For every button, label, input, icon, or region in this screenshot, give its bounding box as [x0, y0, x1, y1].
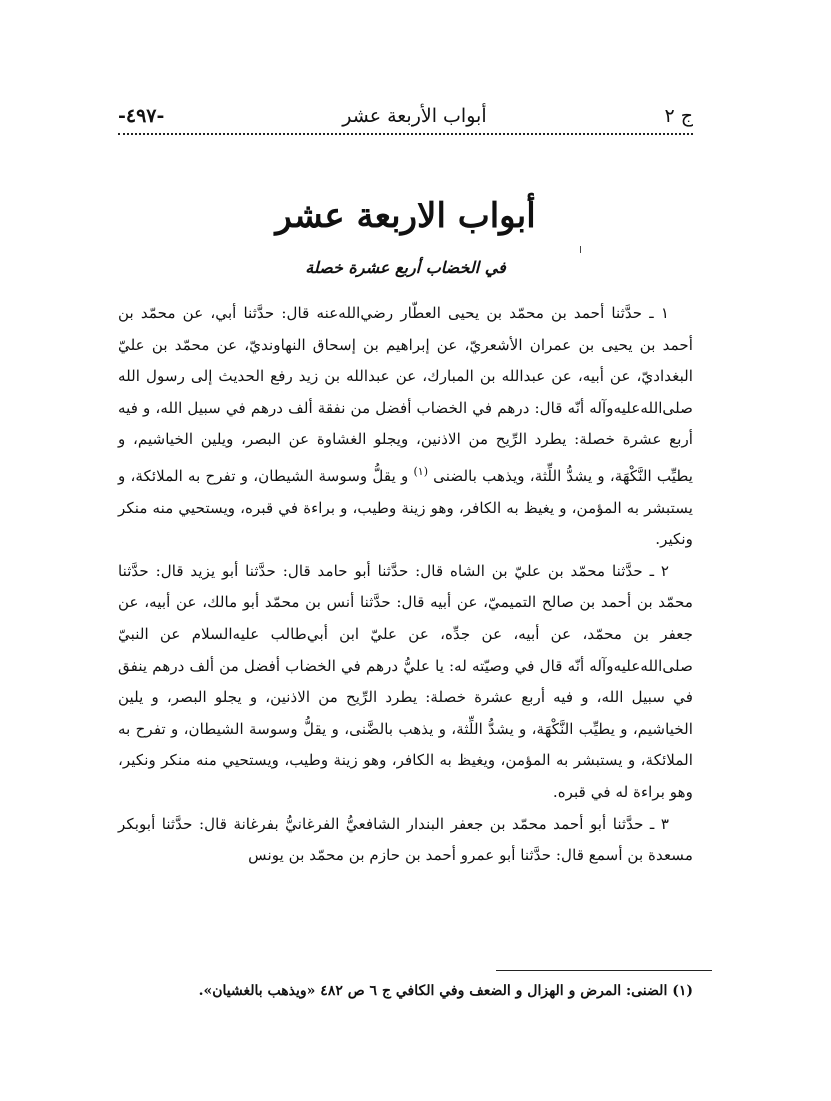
footnote-marker: (١) [413, 464, 428, 478]
print-speck [580, 246, 581, 253]
running-header [118, 98, 693, 134]
body-text [118, 298, 693, 872]
hadith-1-text-part-b: و يقلُّ وسوسة الشيطان، و تفرح به الملائكة، و يستبشر به المؤمن، و يغيظ به الكافر، وهو زينة وطيب، و براءة في قبره، ويستحيي منه منكر ونكير. [118, 467, 693, 549]
footnote: (١) الضنى: المرض و الهزال و الضعف وفي الكافي ج ٦ ص ٤٨٢ «ويذهب بالغشيان». [198, 983, 693, 999]
running-title: أبواب الأربعة عشر [342, 105, 487, 127]
page-number: -٤٩٧- [118, 105, 165, 127]
volume-label: ج ٢ [664, 105, 693, 127]
header-dotted-rule [118, 133, 693, 135]
hadith-paragraph-1 [118, 298, 693, 556]
hadith-1-text-part-a: ١ ـ حدَّثنا أحمد بن محمّد بن يحيى العطّار رضي‌الله‌عنه قال: حدَّثنا أبي، عن محمّد بن أحمد بن يحيى بن عمران الأشعريّ، عن إبراهيم بن إسحاق النهاونديّ، عن محمّد بن عليّ البغداديّ، عن أبيه، عن عبدالله بن المبارك، عن عبدالله بن زيد رفع الحديث إلى رسول الله صلى‌الله‌عليه‌وآله أنّه قال: درهم في الخضاب أفضل من نفقة ألف درهم في سبيل الله، و فيه أربع عشرة خصلة: يطرد الرِّيح من الاذنين، ويجلو الغشاوة عن البصر، ويلين الخياشيم، و يطيِّب النَّكْهَة، و يشدُّ اللِّثة، ويذهب بالضنى [118, 304, 694, 486]
hadith-paragraph-2: ٢ ـ حدَّثنا محمّد بن عليّ بن الشاه قال: حدَّثنا أبو حامد قال: حدَّثنا أبو يزيد قال: حدَّثنا محمّد بن أحمد بن صالح التميميّ، عن أبيه قال: حدَّثنا أنس بن محمّد أبو مالك، عن أبيه، عن جعفر بن محمّد، عن أبيه، عن جدِّه، عن عليّ ابن أبي‌طالب عليه‌السلام عن النبيّ صلى‌الله‌عليه‌وآله أنّه قال في وصيّته له: يا عليُّ درهم في الخضاب أفضل من ألف درهم ينفق في سبيل الله، و فيه أربع عشرة خصلة: يطرد الرِّيح من الاذنين، و يجلو البصر، و يلين الخياشيم، و يطيِّب النَّكْهَة، و يشدُّ اللِّثة، و يذهب بالضَّنى، و يقلُّ وسوسة الشيطان، و تفرح به الملائكة، و يستبشر به المؤمن، ويغيظ به الكافر، وهو زينة وطيب، ويستحيي منه منكر ونكير، وهو براءة له في قبره. [118, 561, 693, 801]
footnote-rule [496, 970, 712, 971]
chapter-subtitle: في الخضاب أربع عشرة خصلة [305, 258, 506, 277]
chapter-title: أبواب الاربعة عشر [275, 196, 536, 236]
hadith-paragraph-3: ٣ ـ حدَّثنا أبو أحمد محمّد بن جعفر البندار الشافعيُّ الفرغانيُّ بفرغانة قال: حدَّثنا أبوبكر مسعدة بن أسمع قال: حدَّثنا أبو عمرو أحمد بن حازم بن محمّد بن يونس [118, 814, 693, 865]
